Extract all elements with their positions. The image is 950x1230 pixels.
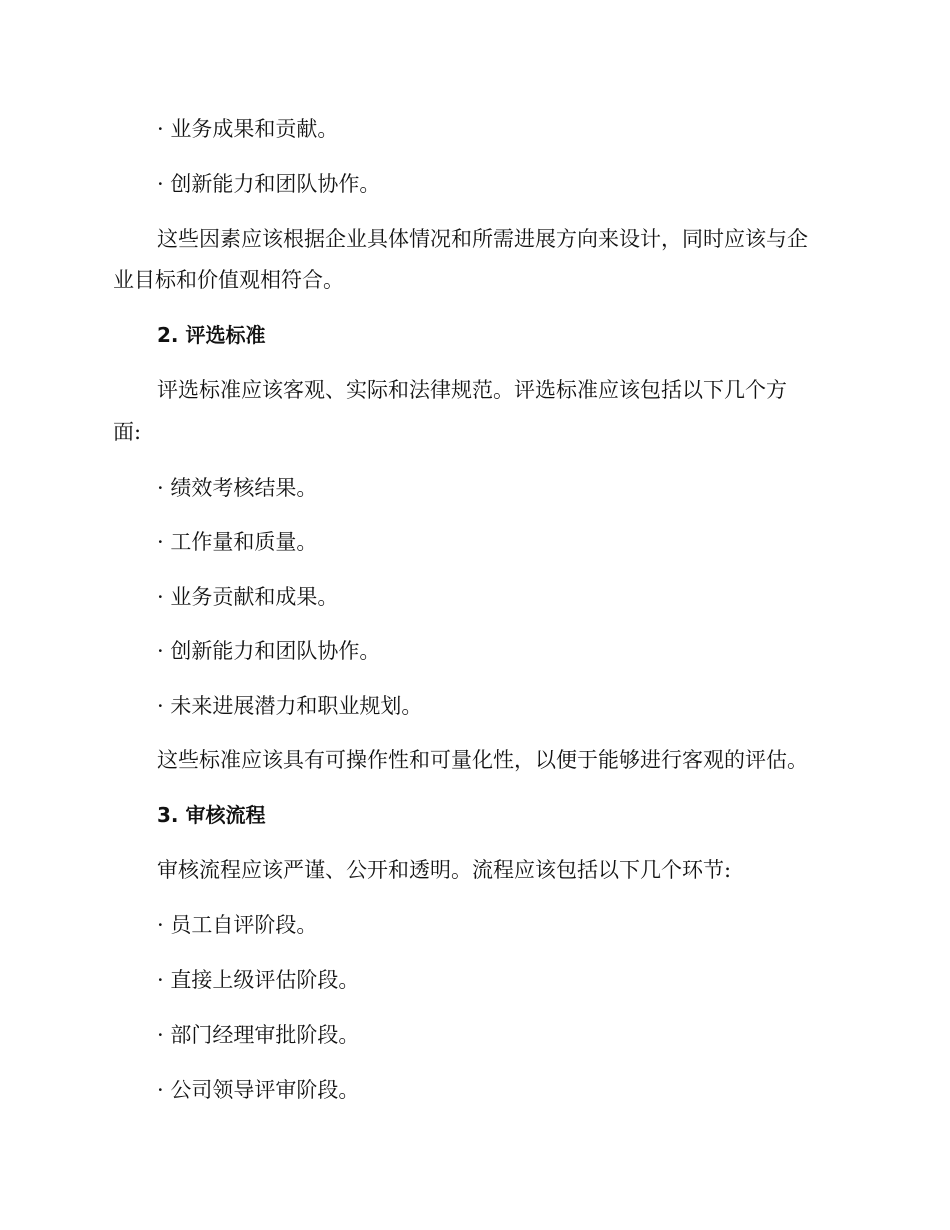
section-heading-criteria: 2. 评选标准 — [157, 323, 266, 347]
paragraph-criteria-line-2: 面: — [113, 420, 142, 444]
paragraph-criteria-line-1: 评选标准应该客观、实际和法律规范。评选标准应该包括以下几个方 — [157, 378, 787, 402]
paragraph-standards: 这些标准应该具有可操作性和可量化性，以便于能够进行客观的评估。 — [157, 748, 808, 772]
bullet-item-business-results: · 业务成果和贡献。 — [157, 117, 339, 141]
section-heading-review: 3. 审核流程 — [157, 803, 266, 827]
paragraph-factors-line-1: 这些因素应该根据企业具体情况和所需进展方向来设计，同时应该与企 — [157, 227, 808, 251]
bullet-item-workload-quality: · 工作量和质量。 — [157, 530, 318, 554]
bullet-item-potential: · 未来进展潜力和职业规划。 — [157, 694, 423, 718]
bullet-item-manager-approval: · 部门经理审批阶段。 — [157, 1023, 360, 1047]
bullet-item-leadership-review: · 公司领导评审阶段。 — [157, 1078, 360, 1102]
bullet-item-innovation: · 创新能力和团队协作。 — [157, 639, 381, 663]
bullet-item-self-eval: · 员工自评阶段。 — [157, 913, 318, 937]
paragraph-review-process: 审核流程应该严谨、公开和透明。流程应该包括以下几个环节: — [157, 858, 732, 882]
bullet-item-performance: · 绩效考核结果。 — [157, 476, 318, 500]
bullet-item-contribution: · 业务贡献和成果。 — [157, 585, 339, 609]
bullet-item-innovation-teamwork: · 创新能力和团队协作。 — [157, 172, 381, 196]
paragraph-factors-line-2: 业目标和价值观相符合。 — [113, 268, 344, 292]
bullet-item-supervisor-eval: · 直接上级评估阶段。 — [157, 968, 360, 992]
